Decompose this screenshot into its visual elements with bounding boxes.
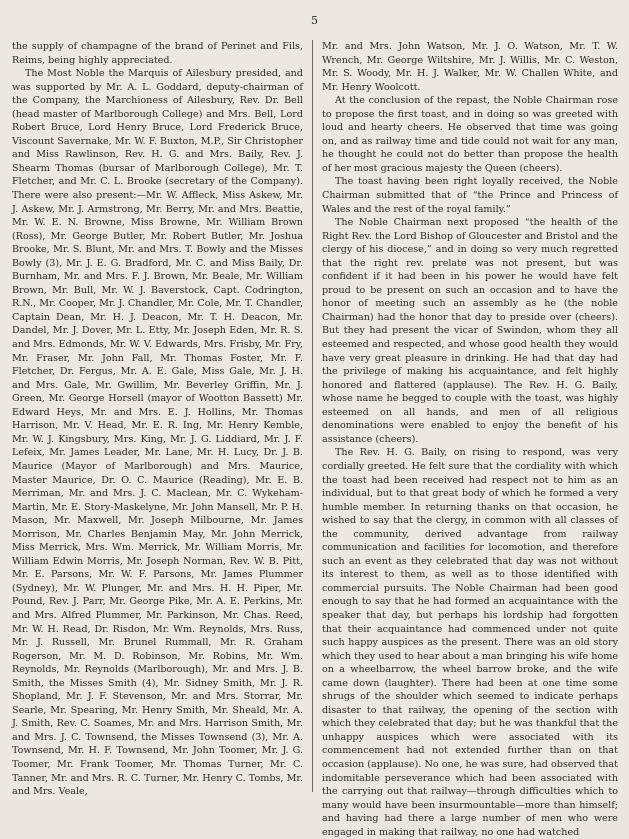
page-number: 5 (311, 14, 318, 27)
paragraph: the supply of champagne of the brand of Perinet and Fils, Reims, being highly appreciated. (12, 41, 303, 66)
paragraph: Mr. and Mrs. John Watson, Mr. J. O. Watson, Mr. T. W. Wrench, Mr. George Wiltshire, Mr. J. Willis, Mr. C. Weston, Mr. S. Woody, Mr. H. J. Walker, Mr. W. Challen White, and Mr. Henry Woolcott. (322, 41, 618, 93)
paragraph: The toast having been right loyally received, the Noble Chairman submitted that of “the Prince and Princess of Wales and the rest of the royal family.” (322, 176, 618, 215)
paragraph: The Most Noble the Marquis of Ailesbury presided, and was supported by Mr. A. L. Goddard, deputy-chairman of the Company, the Marchioness of Ailesbury, Rev. Dr. Bell (head master of Marlborough College) and Mrs. Bell, Lord Robert Bruce, Lord Henry Bruce, Lord Frederick Bruce, Viscount Savernake, Mr. W. F. Buxton, M.P., Sir Christopher and Miss Rawlinson, Rev. H. G. and Mrs. Baily, Rev. J. Shearm Thomas (bursar of Marlborough College), Mr. T. Fletcher, and Mr. C. L. Brooke (secretary of the Company). There were also present:—Mr. W. Affleck, Miss Askew, Mr. J. Askew, Mr. J. Armstrong, Mr. Berry, Mr. and Mrs. Beattie, Mr. W. E. N. Browne, Miss Browne, Mr. William Brown (Ross), Mr. George Butler, Mr. Robert Butler, Mr. Joshua Brooke, Mr. S. Blunt, Mr. and Mrs. T. Bowly and the Misses Bowly (3), Mr. J. E. G. Bradford, Mr. C. and Miss Baily, Dr. Burnham, Mr. and Mrs. F. J. Brown, Mr. Beale, Mr. William Brown, Mr. Bull, Mr. W. J. Baverstock, Capt. Codrington, R.N., Mr. Cooper, Mr. J. Chandler, Mr. Cole, Mr. T. Chandler, Captain Dean, Mr. H. J. Deacon, Mr. T. H. Deacon, Mr. Dandel, Mr. J. Dover, Mr. L. Etty, Mr. Joseph Eden, Mr. R. S. and Mrs. Edmonds, Mr. W. V. Edwards, Mrs. Frisby, Mr. Fry, Mr. Fraser, Mr. John Fall, Mr. Thomas Foster, Mr. F. Fletcher, Dr. Fergus, Mr. A. E. Gale, Miss Gale, Mr. J. H. and Mrs. Gale, Mr. Gwillim, Mr. Beverley Griffin, Mr. J. Green, Mr. George Horsell (mayor of Wootton Bassett) Mr. Edward Heys, Mr. and Mrs. E. J. Hollins, Mr. Thomas Harrison, Mr. V. Head, Mr. E. R. Ing, Mr. Henry Kemble, Mr. W. J. Kingsbury, Mrs. King, Mr. J. G. Liddiard, Mr. J. F. Lefeix, Mr. James Leader, Mr. Lane, Mr. H. Lucy, Dr. J. B. Maurice (Mayor of Marlborough) and Mrs. Maurice, Master Maurice, Dr. O. C. Maurice (Reading), Mr. E. B. Merriman, Mr. and Mrs. J. C. Maclean, Mr. C. Wykeham-Martin, Mr. E. Story-Maskelyne, Mr. John Mansell, Mr. P. H. Mason, Mr. Maxwell, Mr. Joseph Milbourne, Mr. James Morrison, Mr. Charles Benjamin May, Mr. John Merrick, Miss Merrick, Mrs. Wm. Merrick, Mr. William Morris, Mr. William Edwin Morris, Mr. Joseph Norman, Rev. W. B. Pitt, Mr. E. Parsons, Mr. W. F. Parsons, Mr. James Plummer (Sydney), Mr. W. Plunger, Mr. and Mrs. H. H. Piper, Mr. Pound, Rev. J. Parr, Mr. George Pike, Mr. A. E. Perkins, Mr. and Mrs. Alfred Plummer, Mr. Parkinson, Mr. Chas. Reed, Mr. W. H. Read, Dr. Risdon, Mr. Wm. Reynolds, Mrs. Russ, Mr. J. Russell, Mr. Brunel Rummall, Mr. R. Graham Rogerson, Mr. M. D. Robinson, Mr. Robins, Mr. Wm. Reynolds, Mr. Reynolds (Marlborough), Mr. and Mrs. J. B. Smith, the Misses Smith (4), Mr. Sidney Smith, Mr. J. R. Shopland, Mr. J. F. Stevenson, Mr. and Mrs. Storrar, Mr. Searle, Mr. Spearing, Mr. Henry Smith, Mr. Sheald, Mr. A. J. Smith, Rev. C. Soames, Mr. and Mrs. Harrison Smith, Mr. and Mrs. J. C. Townsend, the Misses Townsend (3), Mr. A. Townsend, Mr. H. F. Townsend, Mr. John Toomer, Mr. J. G. Toomer, Mr. Frank Toomer, Mr. Thomas Turner, Mr. C. Tanner, Mr. and Mrs. R. C. Turner, Mr. Henry C. Tombs, Mr. and Mrs. Veale, (12, 68, 303, 798)
paragraph: The Rev. H. G. Baily, on rising to respond, was very cordially greeted. He felt sure that the cordiality with which the toast had been received had respect not to him as an individual, but to that great body of which he formed a very humble member. In returning thanks on that occasion, he wished to say that the clergy, in common with all classes of the community, derived advantage from railway communication and facilities for locomotion, and therefore such an event as they celebrated that day was not without its interest to them, as well as to those identified with commercial pursuits. The Noble Chairman had been good enough to say that he had formed an acquaintance with the speaker that day, but perhaps his lordship had forgotten that their acquaintance had commenced under not quite such happy auspices as the present. There was an old story which they used to hear about a man bringing his wife home on a wheelbarrow, the wheel barrow broke, and the wife came down (laughter). There had been at one time some shrugs of the shoulder which seemed to indicate perhaps disaster to that railway, the opening of the section with which they celebrated that day; but he was thankful that the unhappy auspices which were associated with its commencement had not extended further than on that occasion (applause). No one, he was sure, had observed that indomitable perseverance which had been associated with the carrying out that railway—through difficulties which to many would have been insurmountable—more than himself; and having had there a large number of men who were engaged in making that railway, no one had watched (322, 447, 618, 838)
column-divider (312, 40, 313, 792)
paragraph: The Noble Chairman next proposed “the health of the Right Rev. the Lord Bishop of Gloucester and Bristol and the clergy of his diocese,” and in doing so very much regretted that the right rev. prelate was not present, but was confident if it had been in his power he would have felt proud to be present on such an occasion and to have the honor of meeting such an assembly as he (the noble Chairman) had the honor that day to preside over (cheers). But they had present the vicar of Swindon, whom they all esteemed and respected, and whose good health they would have very great pleasure in drinking. He had that day had the privilege of making his acquaintance, and felt highly honored and flattered (applause). The Rev. H. G. Baily, whose name he begged to couple with the toast, was highly esteemed on all hands, and men of all religious denominations were enabled to enjoy the benefit of his assistance (cheers). (322, 217, 618, 445)
left-column (12, 40, 303, 798)
right-column (322, 40, 618, 838)
paragraph: At the conclusion of the repast, the Noble Chairman rose to propose the first toast, and in doing so was greeted with loud and hearty cheers. He observed that time was going on, and as railway time and tide could not wait for any man, he thought he could not do better than propose the health of her most gracious majesty the Queen (cheers). (322, 95, 618, 174)
